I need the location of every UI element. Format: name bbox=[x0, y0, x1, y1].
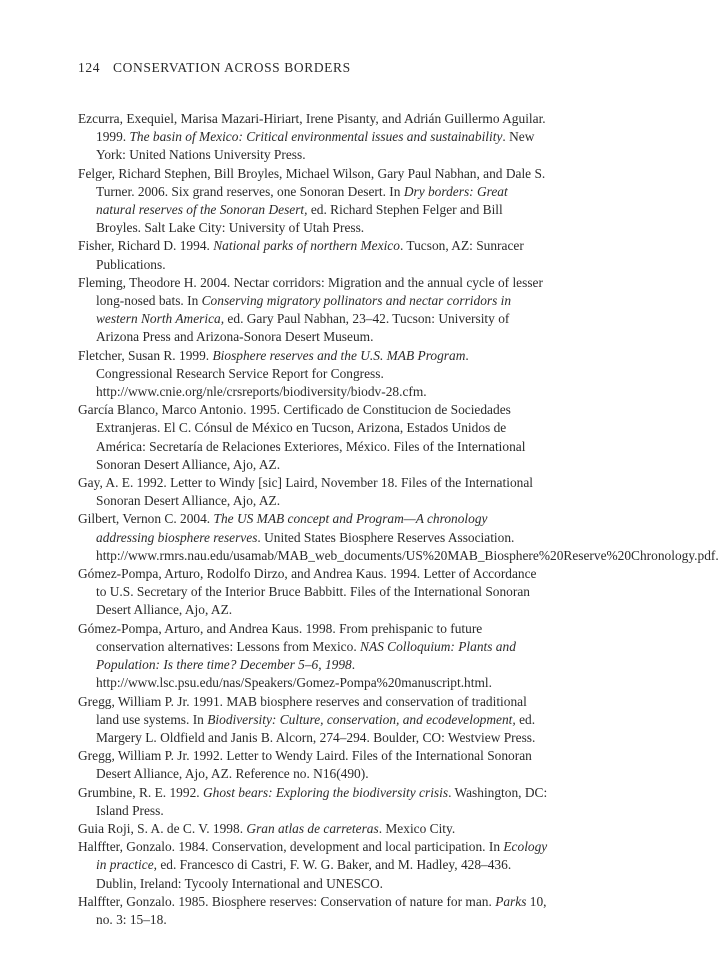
reference-text: ed. Gary Paul Nabhan, 23–42. Tucson: University of Arizona Press and Arizona-Sonora Desert Museum. bbox=[96, 311, 510, 345]
reference-text: Gómez-Pompa, Arturo, Rodolfo Dirzo, and Andrea Kaus. 1994. Letter of Accordance to U.S. Secretary of the Interior Bruce Babbitt. Files of the International Sonoran Desert Alliance, Ajo, AZ. bbox=[78, 566, 537, 618]
reference-title: Biodiversity: Culture, conservation, and ecodevelopment, bbox=[207, 711, 516, 727]
reference-text: Halffter, Gonzalo. 1985. Biosphere reserves: Conservation of nature for man. bbox=[78, 893, 496, 909]
reference-entry bbox=[78, 747, 548, 783]
reference-title: Ghost bears: Exploring the biodiversity crisis bbox=[202, 784, 449, 800]
reference-text: ed. Richard Stephen Felger and Bill Broyles. Salt Lake City: University of Utah Press. bbox=[96, 202, 503, 236]
reference-entry bbox=[78, 693, 548, 748]
reference-entry bbox=[78, 510, 719, 565]
reference-text: . Washington, DC: Island Press. bbox=[96, 784, 548, 818]
reference-entry bbox=[78, 838, 548, 893]
reference-entry bbox=[78, 165, 548, 238]
reference-text: Gregg, William P. Jr. 1991. MAB biosphere reserves and conservation of traditional land use systems. In bbox=[78, 693, 527, 727]
reference-text: . http://www.lsc.psu.edu/nas/Speakers/Gomez-Pompa%20manuscript.html. bbox=[96, 657, 492, 691]
running-header bbox=[78, 60, 351, 76]
reference-title: Ecology in practice bbox=[96, 839, 548, 873]
reference-title: The basin of Mexico: Critical environmental issues and sustainability bbox=[129, 129, 503, 145]
reference-entry bbox=[78, 565, 548, 620]
reference-text: . United States Biosphere Reserves Association. http://www.rmrs.nau.edu/usamab/MAB_web_documents/US%20MAB_Biosphere%20Reserve%20Chronology.pdf. bbox=[96, 529, 719, 563]
reference-entry bbox=[78, 620, 548, 693]
reference-entry bbox=[78, 347, 548, 402]
reference-entry bbox=[78, 110, 548, 165]
reference-text: . Tucson, AZ: Sunracer Publications. bbox=[96, 238, 524, 272]
reference-text: Fleming, Theodore H. 2004. Nectar corridors: Migration and the annual cycle of lesser long-nosed bats. In bbox=[78, 274, 543, 309]
reference-title: Parks bbox=[495, 893, 527, 909]
reference-list bbox=[78, 110, 719, 929]
reference-title: Dry borders: Great natural reserves of the Sonoran Desert, bbox=[96, 183, 508, 218]
reference-text: Gregg, William P. Jr. 1992. Letter to Wendy Laird. Files of the International Sonoran Desert Alliance, Ajo, AZ. Reference no. N16(490). bbox=[78, 748, 532, 782]
running-title: CONSERVATION ACROSS BORDERS bbox=[113, 60, 351, 75]
reference-title: NAS Colloquium: Plants and Population: Is there time? December 5–6, 1998 bbox=[96, 638, 516, 673]
reference-entry bbox=[78, 237, 548, 273]
reference-text: Gómez-Pompa, Arturo, and Andrea Kaus. 1998. From prehispanic to future conservation alternatives: Lessons from Mexico. bbox=[78, 620, 483, 654]
reference-title: National parks of northern Mexico bbox=[213, 238, 400, 254]
reference-title: The US MAB concept and Program—A chronology addressing biosphere reserves bbox=[96, 511, 488, 545]
reference-entry bbox=[78, 274, 548, 347]
reference-entry bbox=[78, 474, 548, 510]
reference-text: Gay, A. E. 1992. Letter to Windy [sic] Laird, November 18. Files of the International Sonoran Desert Alliance, Ajo, AZ. bbox=[78, 475, 533, 509]
reference-entry bbox=[78, 401, 548, 474]
reference-text: ed. Margery L. Oldfield and Janis B. Alcorn, 274–294. Boulder, CO: Westview Press. bbox=[96, 711, 536, 745]
reference-title: Biosphere reserves and the U.S. MAB Program bbox=[212, 347, 466, 363]
reference-text: . Congressional Research Service Report for Congress. http://www.cnie.org/nle/crsreports/biodiversity/biodv-28.cfm. bbox=[96, 347, 469, 400]
reference-title: Gran atlas de carreteras bbox=[246, 820, 379, 836]
reference-text: Felger, Richard Stephen, Bill Broyles, Michael Wilson, Gary Paul Nabhan, and Dale S. Turner. 2006. Six grand reserves, one Sonoran Desert. In bbox=[78, 165, 546, 199]
reference-text: García Blanco, Marco Antonio. 1995. Certificado de Constitucion de Sociedades Extranjeras. El C. Cónsul de México en Tucson, Arizona, Estados Unidos de América: Secretaría de Relaciones Exteriores, México. Files of the International Sonoran Desert Alliance, Ajo, AZ. bbox=[78, 402, 526, 472]
reference-text: Ezcurra, Exequiel, Marisa Mazari-Hiriart, Irene Pisanty, and Adrián Guillermo Aguilar. 1999. bbox=[78, 111, 546, 145]
page-number: 124 bbox=[78, 60, 101, 75]
reference-entry bbox=[78, 820, 548, 838]
reference-text: Grumbine, R. E. 1992. bbox=[78, 784, 203, 800]
reference-text: Fletcher, Susan R. 1999. bbox=[78, 347, 213, 363]
reference-text: . New York: United Nations University Press. bbox=[96, 129, 535, 163]
reference-text: Gilbert, Vernon C. 2004. bbox=[78, 511, 214, 527]
reference-entry bbox=[78, 893, 548, 929]
reference-text: . Mexico City. bbox=[378, 820, 456, 836]
reference-title: Conserving migratory pollinators and nectar corridors in western North America, bbox=[96, 293, 512, 327]
reference-text: Guia Roji, S. A. de C. V. 1998. bbox=[78, 820, 247, 836]
reference-text: , ed. Francesco di Castri, F. W. G. Baker, and M. Hadley, 428–436. Dublin, Ireland: Tycooly International and UNESCO. bbox=[96, 857, 512, 891]
reference-text: 10, no. 3: 15–18. bbox=[96, 893, 547, 927]
reference-text: Halffter, Gonzalo. 1984. Conservation, development and local participation. In bbox=[78, 839, 504, 855]
reference-text: Fisher, Richard D. 1994. bbox=[78, 238, 214, 254]
reference-entry bbox=[78, 784, 548, 820]
